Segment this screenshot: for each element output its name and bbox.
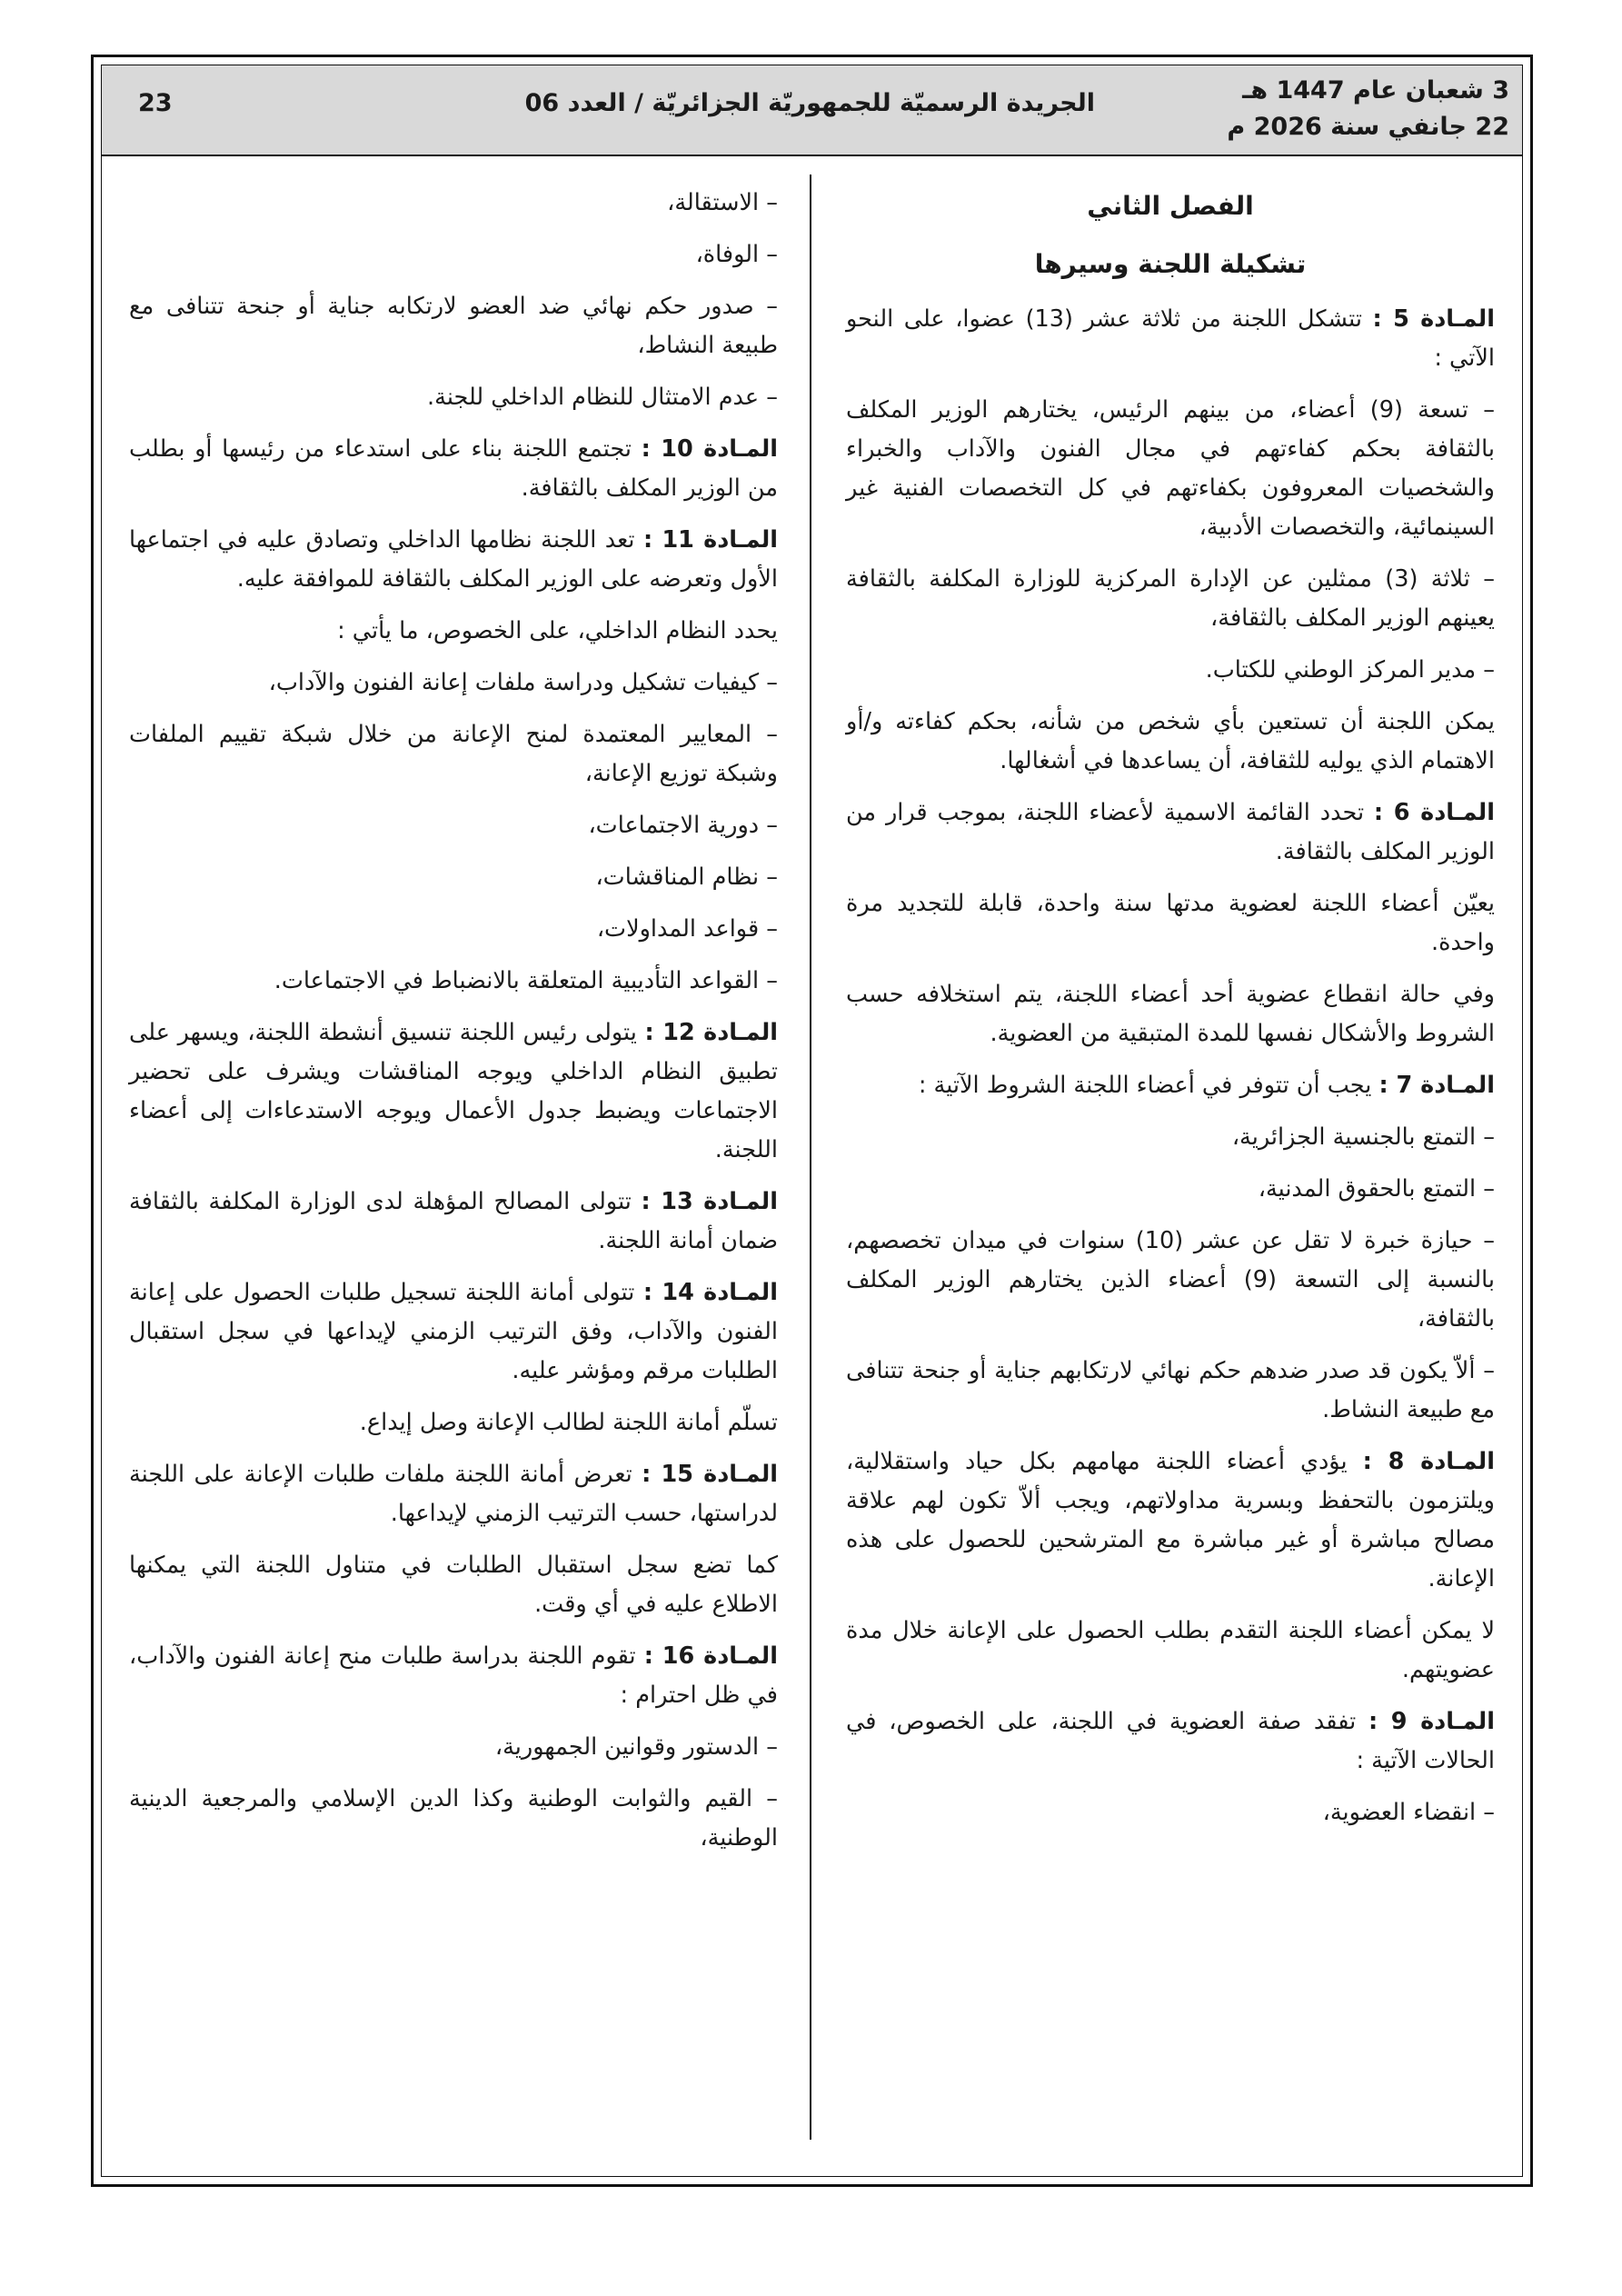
article-text: يتولى رئيس اللجنة تنسيق أنشطة اللجنة، ويسهر على تطبيق النظام الداخلي ويوجه المناقشات ويشرف على تحضير الاجتماعات ويضبط جدول الأعمال ويوجه الاستدعاءات إلى أعضاء اللجنة. <box>129 1019 778 1163</box>
list-item: – حيازة خبرة لا تقل عن عشر (10) سنوات في ميدان تخصصهم، بالنسبة إلى التسعة (9) أعضاء الذين يختارهم الوزير المكلف بالثقافة، <box>846 1227 1495 1333</box>
article-text: تجتمع اللجنة بناء على استدعاء من رئيسها أو بطلب من الوزير المكلف بالثقافة. <box>129 435 778 502</box>
paragraph: يعيّن أعضاء اللجنة لعضوية مدتها سنة واحدة، قابلة للتجديد مرة واحدة. <box>846 890 1495 956</box>
article-label: المـادة 11 : <box>643 526 779 554</box>
article-text: يؤدي أعضاء اللجنة مهامهم بكل حياد واستقلالية، ويلتزمون بالتحفظ وبسرية مداولاتهم، ويجب ألاّ تكون لهم علاقة مصالح مباشرة أو غير مباشرة مع المترشحين للحصول على هذه الإعانة. <box>846 1448 1495 1592</box>
list-item: – انقضاء العضوية، <box>1322 1799 1495 1826</box>
article-label: المـادة 9 : <box>1368 1708 1495 1735</box>
list-item: – القيم والثوابت الوطنية وكذا الدين الإسلامي والمرجعية الدينية الوطنية، <box>129 1785 778 1852</box>
article-16 <box>129 1637 778 1715</box>
article-13 <box>129 1183 778 1261</box>
list-item: – صدور حكم نهائي ضد العضو لارتكابه جناية أو جنحة تتنافى مع طبيعة النشاط، <box>129 293 778 359</box>
right-column <box>846 184 1495 1845</box>
article-text: تعد اللجنة نظامها الداخلي وتصادق عليه في اجتماعها الأول وتعرضه على الوزير المكلف بالثقافة للموافقة عليه. <box>129 526 778 593</box>
page-frame <box>91 55 1533 2187</box>
article-12 <box>129 1013 778 1170</box>
article-5 <box>846 300 1495 378</box>
article-10 <box>129 430 778 508</box>
article-text: يجب أن تتوفر في أعضاء اللجنة الشروط الآتية : <box>918 1072 1372 1099</box>
article-text: تفقد صفة العضوية في اللجنة، على الخصوص، في الحالات الآتية : <box>846 1708 1495 1774</box>
article-text: تتشكل اللجنة من ثلاثة عشر (13) عضوا، على النحو الآتي : <box>846 305 1495 372</box>
paragraph: كما تضع سجل استقبال الطلبات في متناول اللجنة التي يمكنها الاطلاع عليه في أي وقت. <box>129 1552 778 1618</box>
list-item: – ألاّ يكون قد صدر ضدهم حكم نهائي لارتكابهم جناية أو جنحة تتنافى مع طبيعة النشاط. <box>846 1357 1495 1423</box>
article-7 <box>846 1066 1495 1105</box>
article-text: تتولى أمانة اللجنة تسجيل طلبات الحصول على إعانة الفنون والآداب، وفق الترتيب الزمني لإيداعها في سجل استقبال الطلبات مرقم ومؤشر عليه. <box>129 1279 778 1384</box>
date-hijri: 3 شعبان عام 1447 هـ <box>1242 76 1509 105</box>
list-item: – كيفيات تشكيل ودراسة ملفات إعانة الفنون والآداب، <box>268 669 778 696</box>
article-text: تعرض أمانة اللجنة ملفات طلبات الإعانة على اللجنة لدراستها، حسب الترتيب الزمني لإيداعها. <box>129 1461 778 1527</box>
list-item: – الوفاة، <box>695 241 778 268</box>
page-number: 23 <box>138 89 173 117</box>
article-label: المـادة 12 : <box>644 1019 779 1046</box>
article-label: المـادة 8 : <box>1362 1448 1495 1475</box>
list-item: – قواعد المداولات، <box>596 915 778 943</box>
paragraph: يحدد النظام الداخلي، على الخصوص، ما يأتي : <box>337 617 778 644</box>
article-label: المـادة 13 : <box>641 1188 778 1215</box>
body-columns <box>129 175 1495 2149</box>
list-item: – عدم الامتثال للنظام الداخلي للجنة. <box>427 384 778 411</box>
list-item: – دورية الاجتماعات، <box>588 812 778 839</box>
article-text: تتولى المصالح المؤهلة لدى الوزارة المكلفة بالثقافة ضمان أمانة اللجنة. <box>129 1188 778 1254</box>
article-text: تقوم اللجنة بدراسة طلبات منح إعانة الفنون والآداب، في ظل احترام : <box>129 1642 778 1709</box>
paragraph: يمكن اللجنة أن تستعين بأي شخص من شأنه، بحكم كفاءته و/أو الاهتمام الذي يوليه للثقافة، أن يساعدها في أشغالها. <box>846 708 1495 774</box>
list-item: – الاستقالة، <box>667 189 778 216</box>
article-9 <box>846 1702 1495 1781</box>
date-gregorian: 22 جانفي سنة 2026 م <box>1227 113 1509 141</box>
paragraph: لا يمكن أعضاء اللجنة التقدم بطلب الحصول على الإعانة خلال مدة عضويتهم. <box>846 1617 1495 1683</box>
header-date <box>1227 73 1509 145</box>
article-label: المـادة 5 : <box>1372 305 1495 333</box>
list-item: – المعايير المعتمدة لمنح الإعانة من خلال شبكة تقييم الملفات وشبكة توزيع الإعانة، <box>129 721 778 787</box>
chapter-title: تشكيلة اللجنة وسيرها <box>1034 249 1307 279</box>
chapter-heading: الفصل الثاني <box>1087 191 1254 221</box>
page-inner-frame <box>101 65 1523 2177</box>
gazette-title: الجريدة الرسميّة للجمهوريّة الجزائريّة / العدد 06 <box>524 89 1095 117</box>
article-label: المـادة 7 : <box>1378 1072 1495 1099</box>
article-label: المـادة 14 : <box>642 1279 778 1306</box>
column-divider <box>810 175 811 2140</box>
article-15 <box>129 1455 778 1533</box>
list-item: – الدستور وقوانين الجمهورية، <box>494 1733 778 1761</box>
article-11 <box>129 521 778 599</box>
article-6 <box>846 794 1495 872</box>
article-14 <box>129 1273 778 1391</box>
paragraph: وفي حالة انقطاع عضوية أحد أعضاء اللجنة، يتم استخلافه حسب الشروط والأشكال نفسها للمدة المتبقية من العضوية. <box>846 981 1495 1047</box>
article-label: المـادة 15 : <box>642 1461 779 1488</box>
list-item: – التمتع بالجنسية الجزائرية، <box>1231 1123 1495 1151</box>
article-label: المـادة 16 : <box>643 1642 778 1670</box>
list-item: – مدير المركز الوطني للكتاب. <box>1205 656 1495 684</box>
paragraph: تسلّم أمانة اللجنة لطالب الإعانة وصل إيداع. <box>359 1409 778 1436</box>
gazette-header <box>102 65 1522 156</box>
article-label: المـادة 10 : <box>641 435 779 463</box>
article-text: تحدد القائمة الاسمية لأعضاء اللجنة، بموجب قرار من الوزير المكلف بالثقافة. <box>846 799 1495 865</box>
article-8 <box>846 1442 1495 1599</box>
list-item: – نظام المناقشات، <box>595 863 778 891</box>
left-column <box>129 184 778 1871</box>
list-item: – تسعة (9) أعضاء، من بينهم الرئيس، يختارهم الوزير المكلف بالثقافة بحكم كفاءتهم في مجال الفنون والآداب والخبراء والشخصيات المعروفون بكفاءتهم في كل التخصصات الفنية غير السينمائية، والتخصصات الأدبية، <box>846 396 1495 541</box>
list-item: – التمتع بالحقوق المدنية، <box>1258 1175 1495 1203</box>
list-item: – ثلاثة (3) ممثلين عن الإدارة المركزية للوزارة المكلفة بالثقافة يعينهم الوزير المكلف بالثقافة، <box>846 565 1495 632</box>
list-item: – القواعد التأديبية المتعلقة بالانضباط في الاجتماعات. <box>274 967 778 994</box>
article-label: المـادة 6 : <box>1373 799 1495 826</box>
